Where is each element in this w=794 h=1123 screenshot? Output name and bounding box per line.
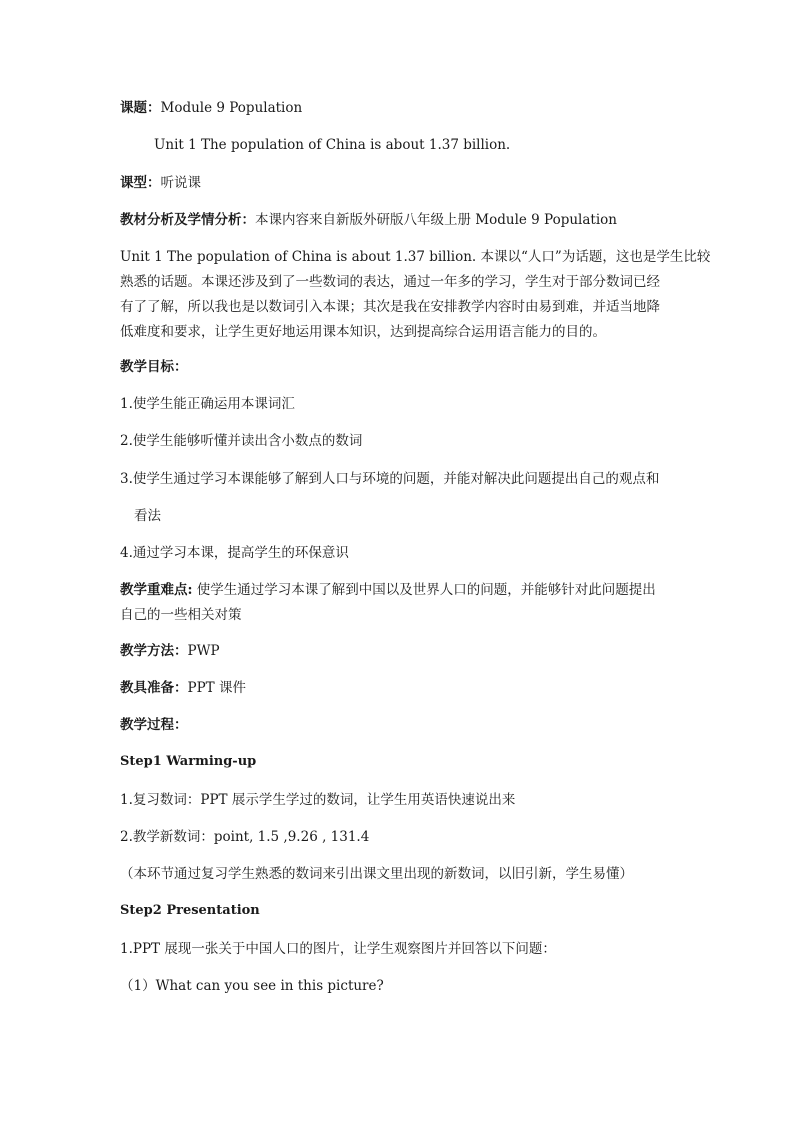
analysis-paragraph-line: 有了了解，所以我也是以数词引入本课；其次是我在安排教学内容时由易到难，并适当地降 — [120, 299, 660, 315]
tools-line — [120, 678, 680, 698]
step2-item: 1.PPT 展现一张关于中国人口的图片，让学生观察图片并回答以下问题： — [120, 941, 556, 957]
analysis-heading — [120, 210, 680, 230]
step1-item: 2.教学新数词：point, 1.5 ,9.26 , 131.4 — [120, 829, 370, 845]
tools-label: 教具准备： — [120, 680, 188, 696]
analysis-paragraph-line: Unit 1 The population of China is about 1.37 billion. 本课以“人口”为话题，这也是学生比较 — [120, 249, 711, 265]
difficulty-line-2: 自己的一些相关对策 — [120, 607, 242, 623]
process-heading: 教学过程： — [120, 717, 188, 733]
objective-item: 3.使学生通过学习本课能够了解到人口与环境的问题，并能对解决此问题提出自己的观点和 — [120, 471, 660, 487]
objective-item-continued: 看法 — [134, 508, 161, 524]
analysis-intro: 本课内容来自新版外研版八年级上册 Module 9 Population — [255, 212, 617, 228]
objective-item: 1.使学生能正确运用本课词汇 — [120, 396, 295, 412]
objectives-heading: 教学目标： — [120, 359, 188, 375]
lesson-title-value: Module 9 Population — [160, 100, 303, 116]
course-type-label: 课型： — [120, 175, 161, 191]
tools-value: PPT 课件 — [187, 680, 246, 696]
step1-note: （本环节通过复习学生熟悉的数词来引出课文里出现的新数词，以旧引新，学生易懂） — [120, 866, 633, 882]
difficulty-text: 使学生通过学习本课了解到中国以及世界人口的问题，并能够针对此问题提出 — [192, 582, 656, 598]
lesson-title — [120, 98, 680, 118]
difficulty-label: 教学重难点: — [120, 582, 193, 598]
course-type-value: 听说课 — [160, 175, 201, 191]
method-line — [120, 641, 680, 661]
course-type — [120, 173, 680, 193]
lesson-title-label: 课题： — [120, 100, 161, 116]
step2-heading: Step2 Presentation — [120, 903, 260, 918]
objective-item: 2.使学生能够听懂并读出含小数点的数词 — [120, 433, 363, 449]
step1-item: 1.复习数词：PPT 展示学生学过的数词，让学生用英语快速说出来 — [120, 792, 516, 808]
analysis-paragraph-line: 低难度和要求，让学生更好地运用课本知识，达到提高综合运用语言能力的目的。 — [120, 324, 606, 340]
step2-item: （1）What can you see in this picture? — [120, 978, 384, 994]
difficulty-line — [120, 580, 680, 600]
analysis-paragraph-line: 熟悉的话题。本课还涉及到了一些数词的表达，通过一年多的学习，学生对于部分数词已经 — [120, 274, 660, 290]
method-value: PWP — [187, 643, 220, 659]
unit-line: Unit 1 The population of China is about 1.37 billion. — [154, 137, 511, 153]
method-label: 教学方法： — [120, 643, 188, 659]
step1-heading: Step1 Warming-up — [120, 754, 257, 769]
objective-item: 4.通过学习本课，提高学生的环保意识 — [120, 545, 349, 561]
analysis-label: 教材分析及学情分析： — [120, 212, 255, 228]
